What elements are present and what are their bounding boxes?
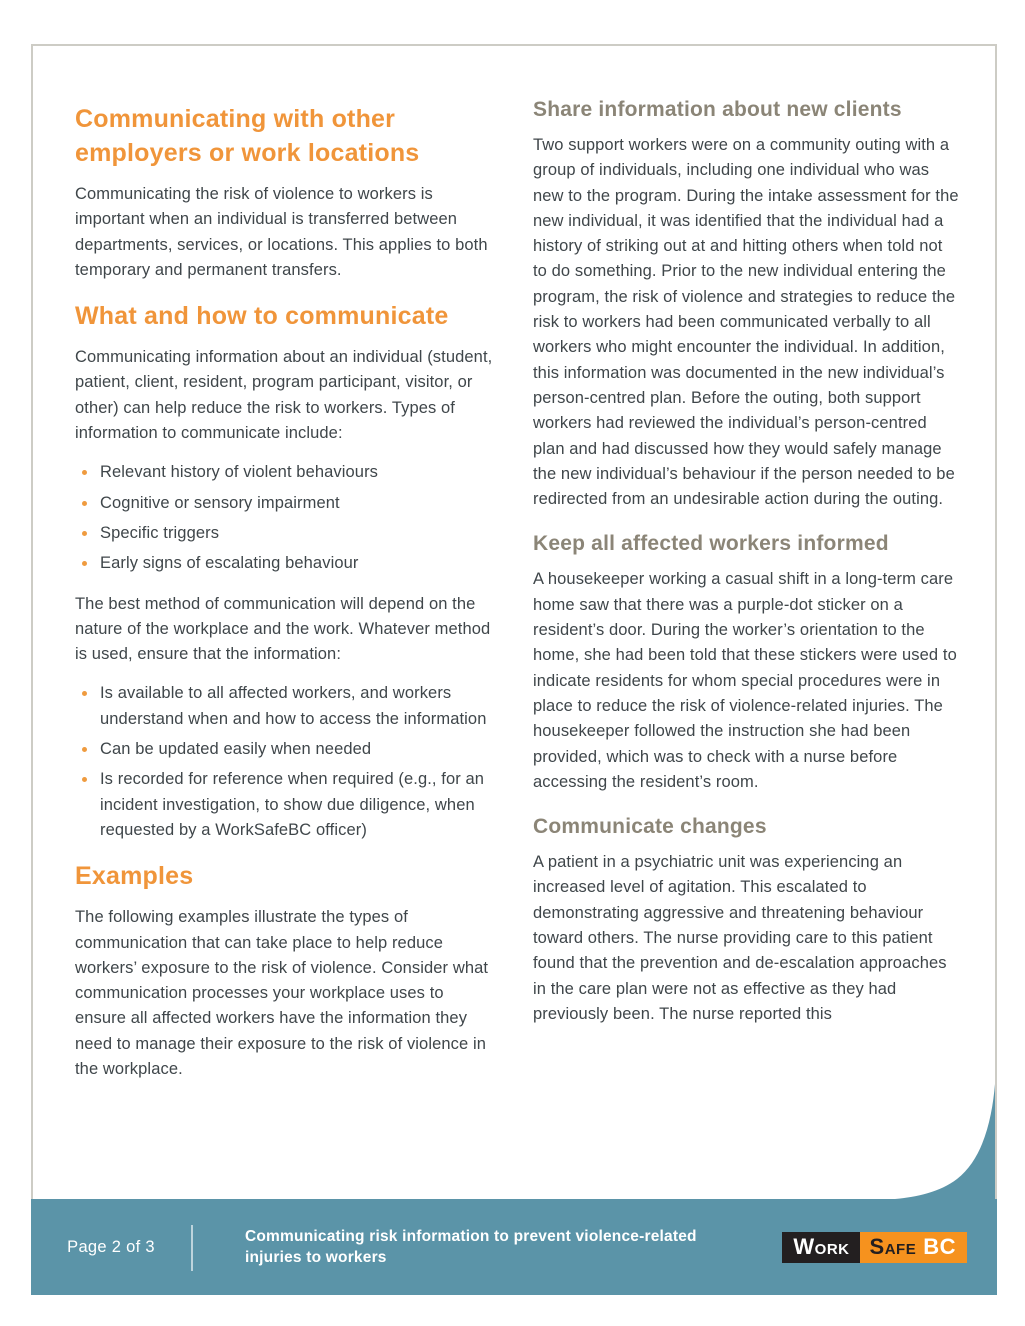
- bullet-list-information-types: [75, 460, 493, 576]
- bullet-icon: [82, 470, 87, 475]
- list-item-text: Early signs of escalating behaviour: [100, 554, 359, 573]
- right-column: [533, 96, 961, 1041]
- list-item-text: Cognitive or sensory impairment: [100, 493, 340, 512]
- body-paragraph: The following examples illustrate the types of communication that can take place to help reduce workers’ exposure to the risk of violence. Consider what communication processes your workplace uses to ensure all affected workers have the information they need to manage their exposure to the risk of violence in the workplace.: [75, 908, 489, 1079]
- subsection-heading-communicate-changes: Communicate changes: [533, 815, 767, 839]
- list-item: [75, 460, 493, 485]
- body-paragraph: Communicating information about an individual (student, patient, client, resident, program participant, visitor, or other) can help reduce the risk to workers. Types of information to communicate include:: [75, 348, 493, 443]
- bullet-icon: [82, 531, 87, 536]
- logo-safebc-segment: [860, 1232, 967, 1263]
- bullet-icon: [82, 777, 87, 782]
- body-paragraph: A patient in a psychiatric unit was experiencing an increased level of agitation. This escalated to demonstrating aggressive and threatening behaviour toward others. The nurse providing care to this patient found that the prevention and de-escalation approaches in the care plan were not as effective as they had previously been. The nurse reported this: [533, 853, 947, 1023]
- teal-swoosh-decoration: [895, 1084, 995, 1199]
- section-heading-what-how-communicate: What and how to communicate: [75, 302, 449, 331]
- body-paragraph: Communicating the risk of violence to workers is important when an individual is transferred between departments, services, or locations. This applies to both temporary and permanent transfers.: [75, 185, 488, 279]
- left-column: [75, 96, 493, 1096]
- list-item-text: Can be updated easily when needed: [100, 740, 372, 759]
- document-title: Communicating risk information to prevent violence-related injuries to workers: [245, 1228, 697, 1266]
- footer-divider: [191, 1225, 193, 1271]
- bullet-list-information-criteria: [75, 681, 493, 843]
- list-item: [75, 767, 493, 843]
- list-item-text: Is recorded for reference when required (e.g., for an incident investigation, to show due diligence, when requested by a WorkSafeBC officer): [100, 770, 485, 839]
- bullet-icon: [82, 561, 87, 566]
- bullet-icon: [82, 691, 87, 696]
- logo-safe-text: Safe: [869, 1233, 917, 1259]
- list-item-text: Is available to all affected workers, and workers understand when and how to access the information: [100, 684, 487, 728]
- body-paragraph: A housekeeper working a casual shift in a long-term care home saw that there was a purple-dot sticker on a resident’s door. During the worker’s orientation to the home, she had been told that these stickers were used to indicate residents for whom special procedures were in place to reduce the risk of violence-related injuries. The housekeeper followed the instruction she had been provided, which was to check with a nurse before accessing the resident’s room.: [533, 570, 957, 791]
- list-item: [75, 737, 493, 762]
- list-item: [75, 521, 493, 546]
- bullet-icon: [82, 501, 87, 506]
- logo-bc-text: BC: [923, 1233, 956, 1259]
- list-item-text: Specific triggers: [100, 523, 220, 542]
- section-heading-communicating-other-employers: Communicating with other employers or work locations: [75, 105, 420, 167]
- subsection-heading-keep-workers-informed: Keep all affected workers informed: [533, 532, 889, 556]
- list-item-text: Relevant history of violent behaviours: [100, 463, 379, 482]
- page-number: Page 2 of 3: [67, 1237, 155, 1256]
- logo-work-segment: [782, 1232, 859, 1263]
- worksafebc-logo: [782, 1232, 967, 1263]
- footer-bar: [31, 1199, 997, 1295]
- bullet-icon: [82, 747, 87, 752]
- list-item: [75, 681, 493, 732]
- subsection-heading-share-information: Share information about new clients: [533, 98, 902, 121]
- section-heading-examples: Examples: [75, 862, 194, 891]
- body-paragraph: Two support workers were on a community outing with a group of individuals, including one individual who was new to the program. During the intake assessment for the new individual, it was identified that the individual had a history of striking out at and hitting others when told not to do something. Prior to the new individual entering the program, the risk of violence and strategies to reduce the risk to workers had been communicated verbally to all workers who might encounter the individual. In addition, this information was documented in the new individual’s person-centred plan. Before the outing, both support workers had reviewed the individual’s person-centred plan and had discussed how they would safely manage the new individual’s behaviour if the person needed to be redirected from an undesirable action during the outing.: [533, 136, 959, 509]
- list-item: [75, 491, 493, 516]
- logo-work-text: Work: [793, 1233, 850, 1259]
- body-paragraph: The best method of communication will depend on the nature of the workplace and the work. Whatever method is used, ensure that the information:: [75, 594, 491, 664]
- list-item: [75, 551, 493, 576]
